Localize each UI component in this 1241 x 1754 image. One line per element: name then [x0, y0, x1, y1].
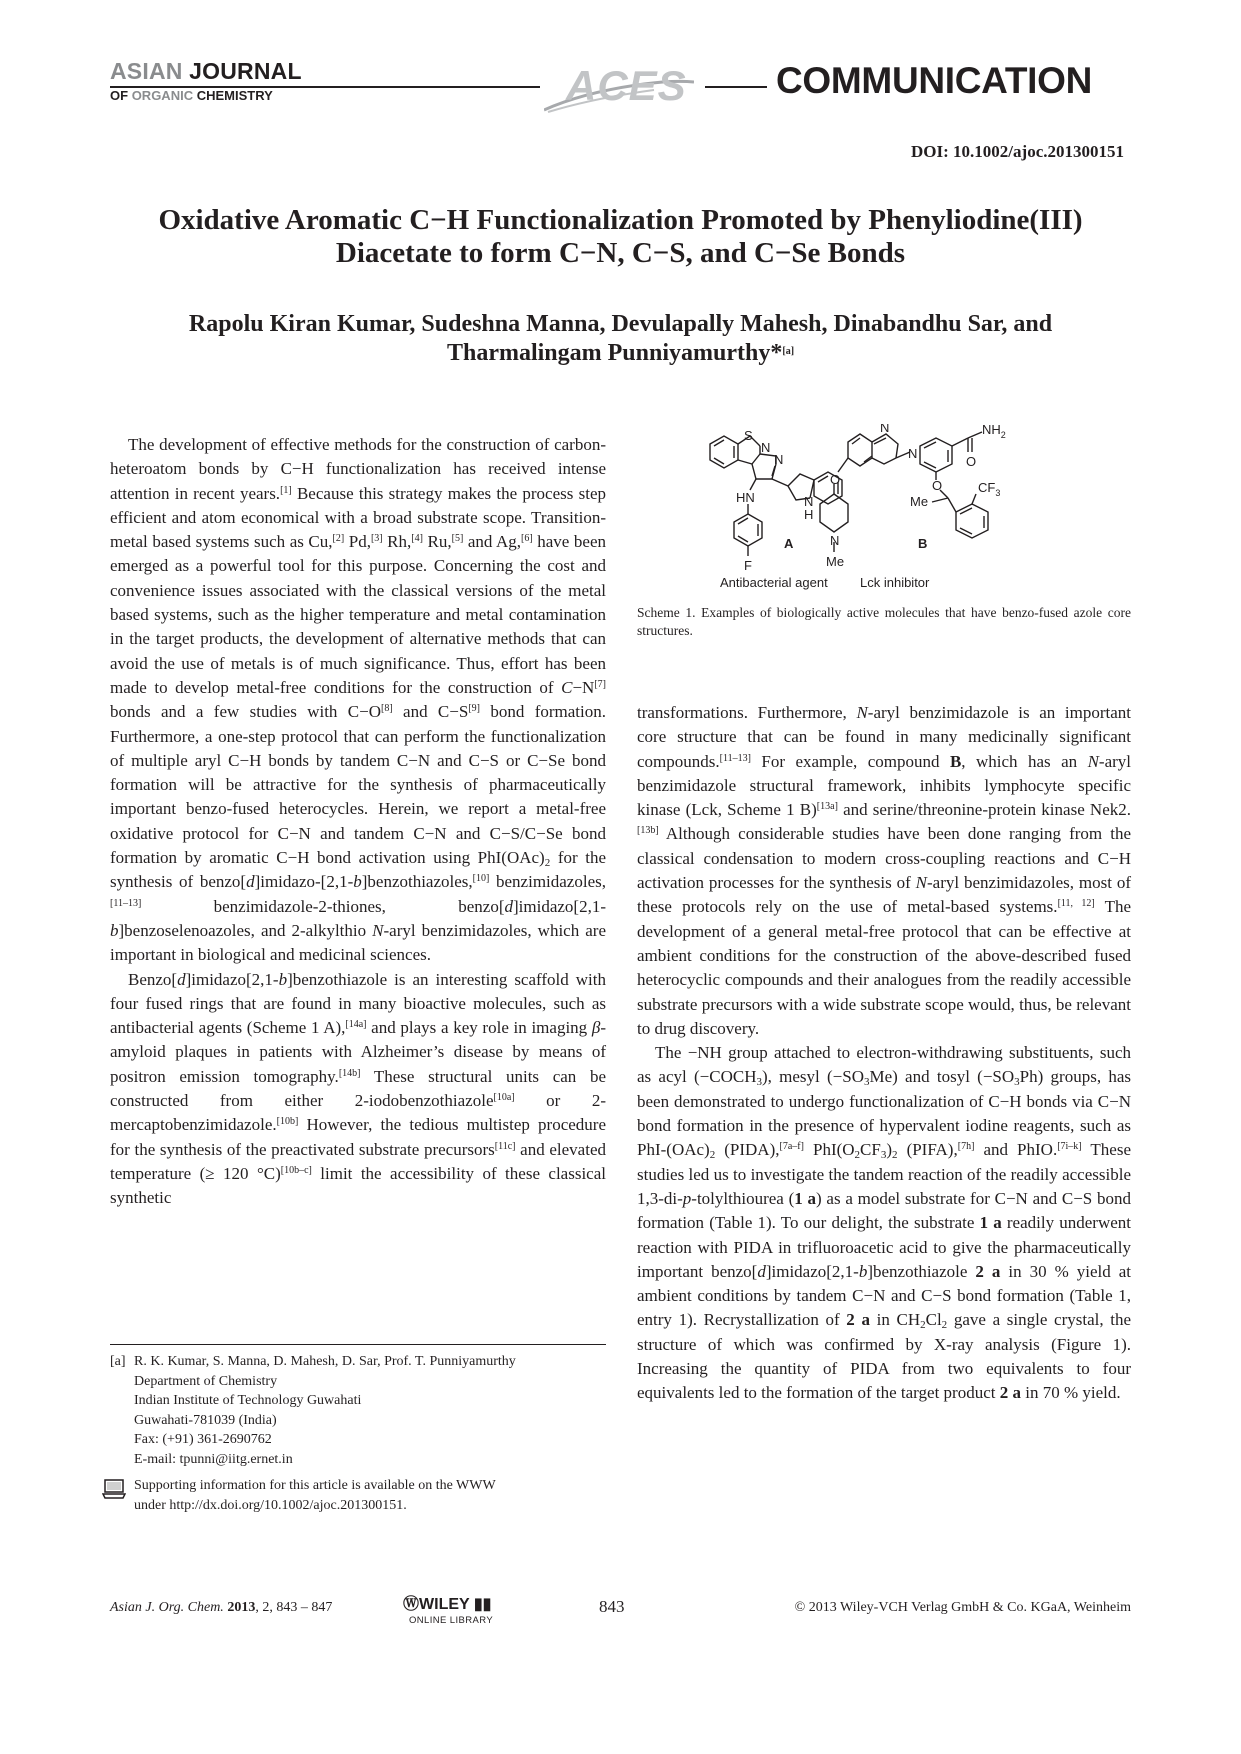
atom-label: S [744, 428, 753, 443]
footnote-email[interactable]: E-mail: tpunni@iitg.ernet.in [134, 1451, 293, 1467]
header-rule [110, 86, 540, 88]
supporting-info-link[interactable]: under http://dx.doi.org/10.1002/ajoc.201300151. [134, 1497, 407, 1513]
footnote-rule [110, 1344, 606, 1345]
atom-label: O [966, 454, 977, 469]
compound-label-a: A [784, 536, 794, 551]
atom-label: Me [910, 494, 929, 509]
article-type: COMMUNICATION [776, 60, 1093, 101]
footnote-line: Fax: (+91) 361-2690762 [134, 1432, 272, 1448]
atom-label: N [880, 424, 890, 435]
citation-volume-pages: , 2, 843 – 847 [255, 1600, 333, 1615]
wiley-w-icon: Ⓦ [403, 1596, 420, 1613]
atom-label: N [804, 494, 814, 509]
compound-label-b: B [918, 536, 928, 551]
paragraph: The development of effective methods for the construction of carbon-heteroatom bonds by C−H functionalization has received intense attention in recent years.[1] Because this strategy makes the process step efficient and atom economical with a broad substrate scope. Transition-metal based systems such as Cu,[2] Pd,[3] Rh,[4] Ru,[5] and Ag,[6] have been emerged as a powerful tool for this purpose. Concerning the cost and convenience issues associated with the classical versions of the metal based systems, such as the higher temperature and metal contamination in the target products, the development of alternative methods that can avoid the use of metals is of much significance. Thus, effort has been made to develop metal-free conditions for the construction of C−N[7] bonds and a few studies with C−O[8] and C−S[9] bond formation. Furthermore, a one-step protocol that can perform the functionalization of multiple aryl C−H bonds by tandem C−N and C−S or C−Se bond formation will be attractive for the synthesis of pharmaceutically important benzo-fused heterocycles. Herein, we report a metal-free oxidative protocol for C−N and tandem C−N and C−S/C−Se bond formation by aromatic C−H bond activation using $PhI(OAc)_2$ for the synthesis of benzo[d]imidazo-[2,1-b]benzothiazoles,[10] benzimidazoles,[11–13] benzimidazole-2-thiones, benzo[d]imidazo[2,1-b]benzoselenoazoles, and 2-alkylthio N-aryl benzimidazoles, which are important in biological and medicinal sciences. [110, 435, 607, 965]
journal-subtitle-part: ORGANIC [131, 88, 194, 103]
atom-label: O [830, 472, 841, 487]
journal-name-part: JOURNAL [189, 58, 302, 84]
compound-a-description: Antibacterial agent [720, 575, 828, 590]
paragraph: The −NH group attached to electron-withdrawing substituents, such as acyl $(-COCH_3)$, mesyl $(-SO_3Me)$ and tosyl $(-SO_3Ph)$ groups, has been demonstrated to undergo functionalization of C−H bonds via C−N bond formation in the presence of hypervalent iodine reagents, such as PhI-$(OAc)_2$ (PIDA),[7a–f] $PhI(O_2CF_3)_2$ (PIFA),[7h] and PhIO.[7i–k] These studies led us to investigate the tandem reaction of the readily accessible 1,3-di-p-tolylthiourea (1 a) as a model substrate for C−N and C−S bond formation (Table 1). To our delight, the substrate 1 a readily underwent reaction with PIDA in trifluoroacetic acid to give the pharmaceutically important benzo[d]imidazo[2,1-b]benzothiazole 2 a in 30 % yield at ambient conditions by tandem C−N and C−S bond formation (Table 1, entry 1). Recrystallization of 2 a in $CH_2Cl_2$ gave a single crystal, the structure of which was confirmed by X-ray analysis (Figure 1). Increasing the quantity of PIDA from two equivalents to four equivalents led to the formation of the target product 2 a in 70 % yield. [637, 1043, 1132, 1403]
authors-line: Rapolu Kiran Kumar, Sudeshna Manna, Devulapally Mahesh, Dinabandhu Sar, and [188, 311, 1053, 337]
atom-label: N [774, 452, 784, 467]
atom-label: $NH_2$ [982, 424, 1006, 440]
footnote-line: Department of Chemistry [134, 1373, 278, 1389]
library-books-icon: ▮▮ [473, 1596, 492, 1613]
author-list [100, 310, 1141, 368]
paragraph: Benzo[d]imidazo[2,1-b]benzothiazole is an interesting scaffold with four fused rings that are found in many bioactive molecules, such as antibacterial agents (Scheme 1 A),[14a] and plays a key role in imaging β-amyloid plaques in patients with Alzheimer’s disease by means of positron emission tomography.[14b] These structural units can be constructed from either 2-iodobenzothiazole[10a] or 2-mercaptobenzimidazole.[10b] However, the tedious multistep procedure for the synthesis of the preactivated substrate precursors[11c] and elevated temperature (≥ 120 °C)[10b–c] limit the accessibility of these classical synthetic [110, 969, 607, 1208]
paragraph: transformations. Furthermore, N-aryl benzimidazole is an important core structure that can be found in many medicinally significant compounds.[11–13] For example, compound B, which has an N-aryl benzimidazole structural framework, inhibits lymphocyte specific kinase (Lck, Scheme 1 B)[13a] and serine/threonine-protein kinase Nek2.[13b] Although considerable studies have been done ranging from the classical condensation to modern cross-coupling reactions and C−H activation processes for the synthesis of N-aryl benzimidazoles, most of these protocols rely on the use of metal-based systems.[11, 12] The development of a general metal-free protocol that can be effective at ambient conditions for the construction of the above-described fused heterocyclic compounds and their analogues from the readily accessible substrate precursors with a wide substrate scope would, thus, be relevant to drug discovery. [637, 703, 1132, 1038]
citation-year: 2013 [227, 1600, 256, 1615]
computer-icon [102, 1478, 126, 1500]
title-line: Diacetate to form C−N, C−S, and C−Se Bonds [335, 237, 906, 269]
citation [110, 1600, 332, 1616]
atom-label: HN [736, 490, 755, 505]
aces-logo [544, 62, 694, 114]
online-library-text: ONLINE LIBRARY [409, 1615, 494, 1626]
compound-b-description: Lck inhibitor [860, 575, 930, 590]
atom-label: N [830, 533, 840, 548]
citation-journal: Asian J. Org. Chem. [110, 1600, 224, 1615]
body-left-column [110, 433, 606, 1211]
chemical-structures-diagram [700, 424, 1130, 594]
footnote-line: Guwahati-781039 (India) [134, 1412, 277, 1428]
wiley-text: WILEY [419, 1596, 470, 1613]
atom-label: F [744, 558, 752, 573]
atom-label: Me [826, 554, 845, 569]
wiley-online-library-logo[interactable] [403, 1591, 513, 1631]
doi[interactable]: DOI: 10.1002/ajoc.201300151 [911, 142, 1124, 161]
atom-label: $CF_3$ [978, 480, 1001, 498]
article-title [100, 204, 1141, 270]
journal-subtitle-part: CHEMISTRY [196, 88, 273, 103]
atom-label: O [932, 478, 943, 493]
authors-line: Tharmalingam Punniyamurthy [446, 340, 771, 366]
atom-label: N [908, 446, 918, 461]
footnote-line: Indian Institute of Technology Guwahati [134, 1393, 362, 1409]
scheme-caption: Scheme 1. Examples of biologically active molecules that have benzo-fused azole core structures. [637, 605, 1131, 638]
affiliation-mark: [a] [782, 346, 795, 357]
journal-name-part: ASIAN [110, 58, 183, 84]
scheme-1-figure [700, 424, 1130, 594]
supporting-info-line: Supporting information for this article is available on the WWW [134, 1478, 496, 1493]
journal-subtitle-part: OF [110, 88, 129, 103]
title-line: Oxidative Aromatic C−H Functionalization Promoted by Phenyliodine(III) [158, 204, 1083, 236]
footnote-line: R. K. Kumar, S. Manna, D. Mahesh, D. Sar, Prof. T. Punniyamurthy [134, 1354, 516, 1369]
corresponding-mark: * [770, 340, 783, 366]
atom-label: H [804, 507, 814, 522]
page-number: 843 [599, 1597, 625, 1616]
atom-label: N [761, 440, 771, 455]
journal-logo [110, 58, 310, 104]
header-rule [705, 86, 767, 88]
aces-logo-text: ACES [566, 62, 687, 109]
footnote-label: [a] [110, 1354, 126, 1369]
body-right-column [637, 701, 1131, 1406]
copyright: © 2013 Wiley-VCH Verlag GmbH & Co. KGaA, Weinheim [794, 1600, 1131, 1615]
